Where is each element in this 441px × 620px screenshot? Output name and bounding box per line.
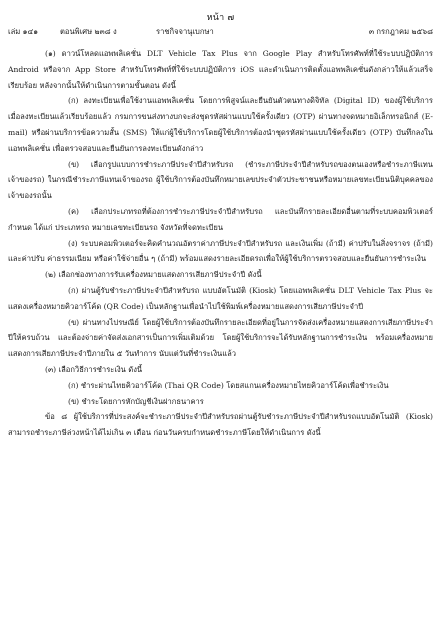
paragraph-item-2b: (ข) ผ่านทางไปรษณีย์ โดยผู้ใช้บริการต้องบันทึกรายละเอียดที่อยู่ในการจัดส่งเครื่องหมายแสดงการเสียภาษีประจำปีให้ครบถ้วน และต้องจ่ายค่าจัดส่งเอกสารเป็นการเพิ่มเติมด้วย โดยผู้ใช้บริการจะได้รับหลักฐานการชำระเงิน พร้อมเครื่องหมายแสดงการเสียภาษีประจำปีภายใน ๕ วันทำการ นับแต่วันที่ชำระเงินแล้ว bbox=[8, 317, 433, 359]
header-date: ๓ กรกฎาคม ๒๕๖๘ bbox=[368, 27, 433, 36]
paragraph-item-2: (๒) เลือกช่องทางการรับเครื่องหมายแสดงการเสียภาษีประจำปี ดังนี้ bbox=[45, 270, 262, 280]
paragraph-item-3: (๓) เลือกวิธีการชำระเงิน ดังนี้ bbox=[45, 364, 143, 374]
page-number: หน้า ๗ bbox=[206, 13, 235, 23]
paragraph-item-1b: (ข) เลือกรูปแบบการชำระภาษีประจำปีสำหรับรถ (ชำระภาษีประจำปีสำหรับรถของตนเองหรือชำระภาษีแทนเจ้าของรถ) ในกรณีชำระภาษีแทนเจ้าของรถ ผู้ใช้บริการต้องบันทึกหมายเลขประจำตัวประชาชนหรือหมายเลขทะเบียนนิติบุคคลของเจ้าของรถนั้น bbox=[8, 159, 433, 201]
paragraph-item-1: (๑) ดาวน์โหลดแอพพลิเคชั่น DLT Vehicle Tax Plus จาก Google Play สำหรับโทรศัพท์ที่ใช้ระบบปฏิบัติการ Android หรือจาก App Store สำหรับโทรศัพท์ที่ใช้ระบบปฏิบัติการ iOS และดำเนินการติดตั้งแอพพลิเคชั่นดังกล่าวให้แล้วเสร็จเรียบร้อย หลังจากนั้นให้ดำเนินการตามขั้นตอน ดังนี้ bbox=[8, 49, 433, 90]
header-section: ตอนพิเศษ ๒๓๘ ง bbox=[60, 27, 117, 36]
header-gazette-title: ราชกิจจานุเบกษา bbox=[156, 27, 214, 36]
paragraph-item-3a: (ก) ชำระผ่านไทยคิวอาร์โค้ด (Thai QR Code) โดยสแกนเครื่องหมายไทยคิวอาร์โค้ดเพื่อชำระเงิน bbox=[68, 380, 389, 390]
document-body bbox=[8, 46, 433, 441]
paragraph-clause-8: ข้อ ๘ ผู้ใช้บริการที่ประสงค์จะชำระภาษีประจำปีสำหรับรถผ่านตู้รับชำระภาษีประจำปีสำหรับรถแบบอัตโนมัติ (Kiosk) สามารถชำระภาษีล่วงหน้าได้ไม่เกิน ๓ เดือน ก่อนวันครบกำหนดชำระภาษีโดยให้ดำเนินการ ดังนี้ bbox=[8, 412, 433, 438]
paragraph-item-1c: (ค) เลือกประเภทรถที่ต้องการชำระภาษีประจำปีสำหรับรถ และบันทึกรายละเอียดอื่นตามที่ระบบคอมพิวเตอร์กำหนด ได้แก่ ประเภทรถ หมายเลขทะเบียนรถ จังหวัดที่จดทะเบียน bbox=[8, 206, 433, 232]
paragraph-item-1a: (ก) ลงทะเบียนเพื่อใช้งานแอพพลิเคชั่น โดยการพิสูจน์และยืนยันตัวตนทางดิจิทัล (Digital ID) ของผู้ใช้บริการ เมื่อลงทะเบียนแล้วเรียบร้อยแล้ว กรมการขนส่งทางบกจะส่งชุดรหัสผ่านแบบใช้ครั้งเดียว (OTP) ผ่านทางจดหมายอิเล็กทรอนิกส์ (E-mail) หรือผ่านบริการข้อความสั้น (SMS) ให้แก่ผู้ใช้บริการโดยผู้ใช้บริการต้องนำชุดรหัสผ่านแบบใช้ครั้งเดียว (OTP) บันทึกลงในแอพพลิเคชั่น เพื่อตรวจสอบและยืนยันการลงทะเบียนดังกล่าว bbox=[8, 96, 433, 153]
paragraph-item-1d: (ง) ระบบคอมพิวเตอร์จะคิดคำนวณอัตราค่าภาษีประจำปีสำหรับรถ และเงินเพิ่ม (ถ้ามี) ค่าปรับในสิ่งจราจร (ถ้ามี) และค่าปรับ ค่าธรรมเนียม หรือค่าใช้จ่ายอื่น ๆ (ถ้ามี) พร้อมแสดงรายละเอียดรถเพื่อให้ผู้ใช้บริการตรวจสอบและยืนยันการชำระเงิน bbox=[8, 238, 433, 264]
paragraph-item-2a: (ก) ผ่านตู้รับชำระภาษีประจำปีสำหรับรถ แบบอัตโนมัติ (Kiosk) โดยแอพพลิเคชั่น DLT Vehicle Tax Plus จะแสดงเครื่องหมายคิวอาร์โค้ด (QR Code) เป็นหลักฐานเพื่อนำไปใช้พิมพ์เครื่องหมายแสดงการเสียภาษีประจำปี bbox=[8, 285, 433, 311]
paragraph-item-3b: (ข) ชำระโดยการหักบัญชีเงินฝากธนาคาร bbox=[68, 396, 204, 406]
running-header bbox=[8, 26, 433, 40]
header-volume: เล่ม ๑๔๑ bbox=[8, 27, 39, 36]
